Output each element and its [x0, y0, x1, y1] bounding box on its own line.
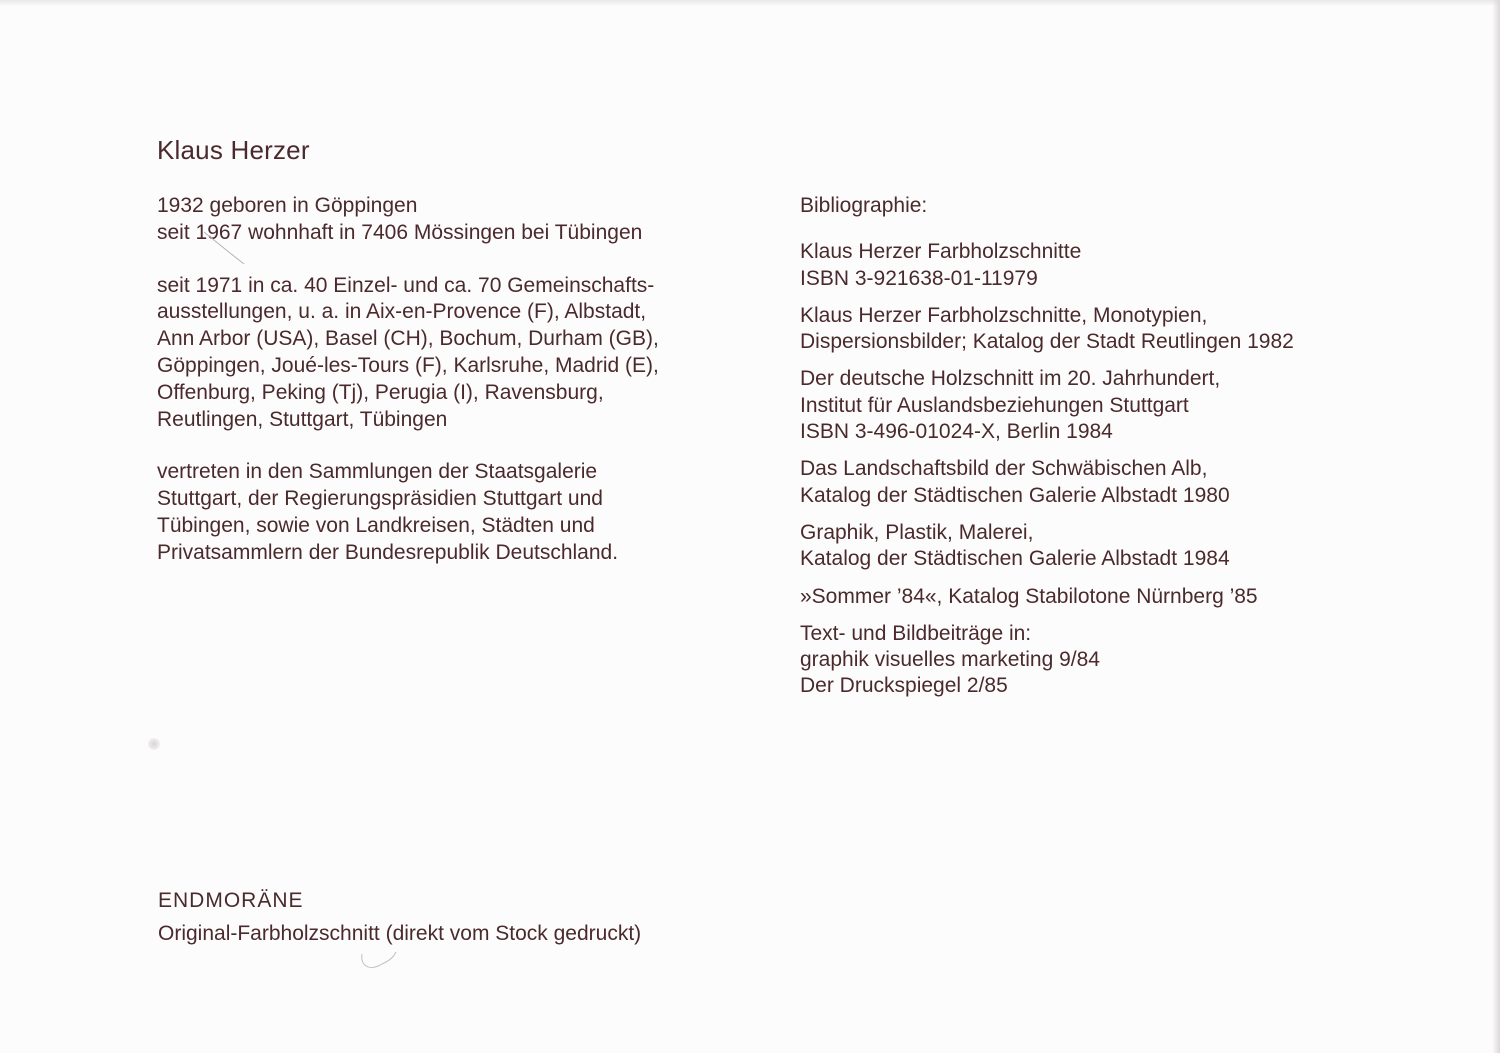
bib-line: ISBN 3-496-01024-X, Berlin 1984: [800, 420, 1113, 444]
bio-line: Ann Arbor (USA), Basel (CH), Bochum, Durham (GB),: [157, 327, 659, 351]
artwork-medium: Original-Farbholzschnitt (direkt vom Stock gedruckt): [158, 922, 642, 945]
bib-line: Text- und Bildbeiträge in:: [800, 621, 1032, 645]
bib-line: »Sommer ’84«, Katalog Stabilotone Nürnberg ’85: [800, 584, 1258, 608]
bib-line: Katalog der Städtischen Galerie Albstadt 1984: [800, 547, 1230, 571]
paper-smudge: [148, 738, 160, 750]
bibliography-entry: [800, 584, 1440, 610]
bib-line: Klaus Herzer Farbholzschnitte: [800, 240, 1082, 264]
bibliography-entry: [800, 239, 1440, 292]
bio-line: seit 1967 wohnhaft in 7406 Mössingen bei Tübingen: [157, 220, 643, 244]
bibliography-entry: [800, 520, 1440, 573]
artwork-title: ENDMORÄNE: [158, 889, 304, 912]
bibliography-entry: [800, 366, 1440, 445]
bib-line: Der Druckspiegel 2/85: [800, 674, 1008, 698]
bib-line: Dispersionsbilder; Katalog der Stadt Reutlingen 1982: [800, 330, 1294, 354]
bio-line: Privatsammlern der Bundesrepublik Deutschland.: [157, 540, 619, 564]
exhibitions-paragraph: [157, 273, 757, 434]
bibliography-entry: [800, 621, 1440, 700]
bibliography-entry: [800, 303, 1440, 356]
pencil-scribble-mark: [356, 944, 402, 972]
bibliography-heading: Bibliographie:: [800, 194, 928, 217]
bio-line: seit 1971 in ca. 40 Einzel- und ca. 70 Gemeinschafts-: [157, 273, 655, 297]
bib-line: Graphik, Plastik, Malerei,: [800, 520, 1034, 544]
bib-line: ISBN 3-921638-01-11979: [800, 266, 1038, 290]
artwork-caption: [158, 884, 641, 950]
bibliography-entry: [800, 456, 1440, 509]
bio-line: vertreten in den Sammlungen der Staatsgalerie: [157, 460, 598, 484]
bib-line: Katalog der Städtischen Galerie Albstadt 1980: [800, 483, 1230, 507]
card-top-edge: [0, 0, 1500, 6]
bib-line: Der deutsche Holzschnitt im 20. Jahrhundert,: [800, 367, 1221, 391]
bio-line: Göppingen, Joué-les-Tours (F), Karlsruhe, Madrid (E),: [157, 353, 659, 377]
collections-paragraph: [157, 459, 757, 566]
bib-line: Institut für Auslandsbeziehungen Stuttgart: [800, 393, 1189, 417]
bio-line: 1932 geboren in Göppingen: [157, 194, 418, 217]
bio-line: Stuttgart, der Regierungspräsidien Stuttgart und: [157, 487, 603, 511]
bio-line: Offenburg, Peking (Tj), Perugia (I), Ravensburg,: [157, 380, 604, 404]
bib-line: Das Landschaftsbild der Schwäbischen Alb,: [800, 457, 1208, 481]
bib-line: graphik visuelles marketing 9/84: [800, 648, 1100, 672]
bib-line: Klaus Herzer Farbholzschnitte, Monotypien,: [800, 303, 1208, 327]
author-name: Klaus Herzer: [157, 135, 310, 165]
bio-line: Reutlingen, Stuttgart, Tübingen: [157, 407, 448, 431]
bio-line: Tübingen, sowie von Landkreisen, Städten und: [157, 513, 595, 537]
bibliography-column: [800, 193, 1440, 711]
card-right-edge: [1492, 0, 1500, 1053]
pencil-stroke-mark: [200, 228, 260, 272]
bio-line: ausstellungen, u. a. in Aix-en-Provence (F), Albstadt,: [157, 300, 647, 324]
